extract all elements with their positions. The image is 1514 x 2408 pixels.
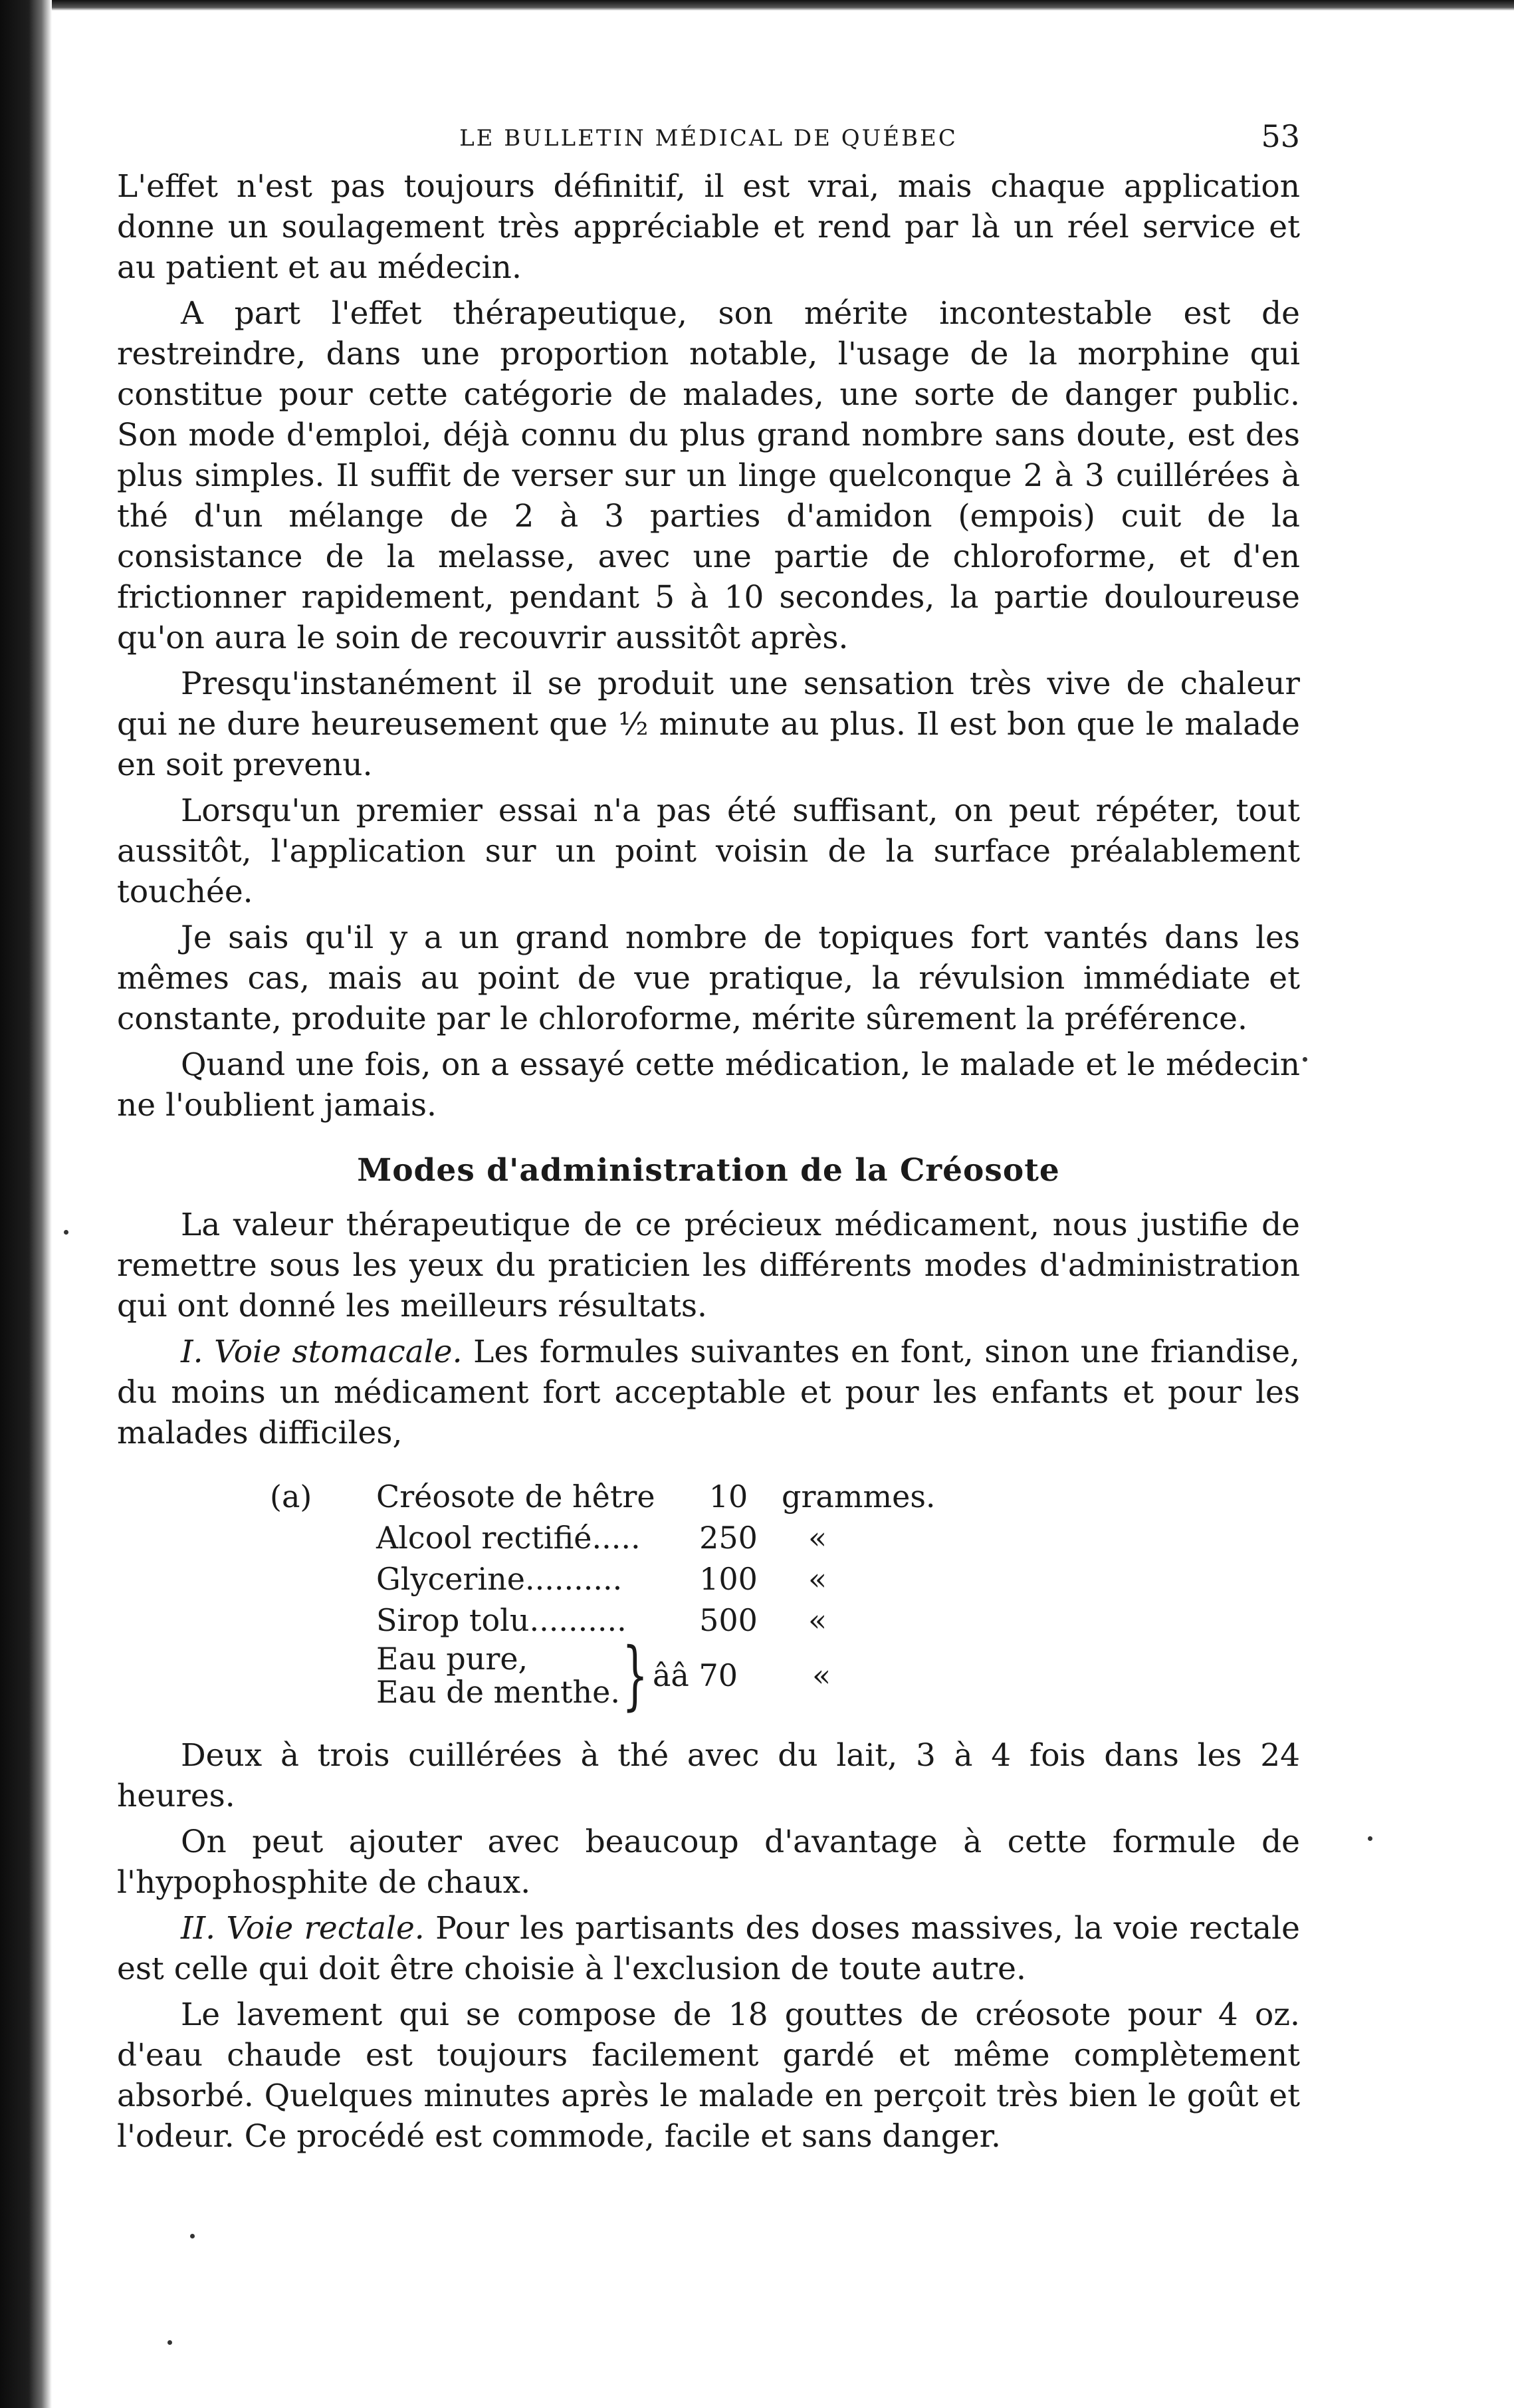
- ingredient-unit: «: [812, 1657, 831, 1693]
- ingredient-name: Glycerine..........: [376, 1561, 623, 1597]
- ingredient-quantity: 500: [699, 1602, 758, 1638]
- voie-stomacale-label: I. Voie stomacale.: [181, 1334, 463, 1370]
- brace-ingredients: [376, 1642, 622, 1709]
- scan-speck: [64, 1230, 68, 1235]
- formula-label: (a): [270, 1479, 312, 1514]
- running-title: LE BULLETIN MÉDICAL DE QUÉBEC: [459, 125, 958, 152]
- paragraph: On peut ajouter avec beaucoup d'avantage à cette formule de l'hypophosphite de chaux.: [117, 1824, 1300, 1901]
- ingredient-quantity: 10: [708, 1479, 748, 1514]
- page-number: 53: [1261, 118, 1300, 154]
- scan-speck: [1303, 1057, 1307, 1062]
- paragraph: A part l'effet thérapeutique, son mérite incontestable est de restreindre, dans une proportion notable, l'usage de la morphine qui constitue pour cette catégorie de malades, une sorte de danger public. Son mode d'emploi, déjà connu du plus grand nombre sans doute, est des plus simples. Il suffit de verser sur un linge quelconque 2 à 3 cuillérées à thé d'un mélange de 2 à 3 parties d'amidon (empois) cuit de la consistance de la melasse, avec une partie de chloroforme, et d'en frictionner rapidement, pendant 5 à 10 secondes, la partie douloureuse qu'on aura le soin de recouvrir aussitôt après.: [117, 295, 1300, 656]
- ingredient-name: Alcool rectifié.....: [376, 1520, 641, 1556]
- ingredient-quantity: 250: [699, 1520, 758, 1556]
- scan-speck: [1368, 1836, 1372, 1841]
- ingredient-unit: «: [808, 1520, 827, 1556]
- voie-rectale-label: II. Voie rectale.: [181, 1910, 425, 1947]
- voie-rectale-text: Pour les partisants des doses massives, la voie rectale est celle qui doit être choisie à l'exclusion de toute autre.: [117, 1910, 1300, 1987]
- page-header: [117, 113, 1300, 166]
- scan-speck: [167, 2340, 172, 2345]
- formula-row: [376, 1600, 1300, 1641]
- scan-speck: [190, 2234, 195, 2238]
- ingredient-quantity: ââ 70: [653, 1657, 738, 1693]
- paragraph: Presqu'instanément il se produit une sensation très vive de chaleur qui ne dure heureusement que ½ minute au plus. Il est bon que le malade en soit prevenu.: [117, 665, 1300, 783]
- paragraph: Je sais qu'il y a un grand nombre de topiques fort vantés dans les mêmes cas, mais au point de vue pratique, la révulsion immédiate et constante, produite par le chloroforme, mérite sûrement la préférence.: [117, 919, 1300, 1037]
- document-page: [117, 113, 1300, 2162]
- voie-rectale-paragraph: [117, 1908, 1300, 1989]
- formula-block: [270, 1476, 1300, 1719]
- ingredient-name: Eau pure,: [376, 1641, 528, 1677]
- ingredient-quantity: 100: [699, 1561, 758, 1597]
- formula-row: [376, 1476, 1300, 1517]
- ingredient-name: Sirop tolu..........: [376, 1602, 627, 1638]
- final-paragraph: Le lavement qui se compose de 18 gouttes de créosote pour 4 oz. d'eau chaude est toujours facilement gardé et même complètement absorbé. Quelques minutes après le malade en perçoit très bien le goût et l'odeur. Ce procédé est commode, facile et sans danger.: [117, 1996, 1300, 2155]
- ingredient-name: Créosote de hêtre: [376, 1479, 655, 1514]
- section-heading: Modes d'administration de la Créosote: [357, 1152, 1060, 1189]
- paragraph: Deux à trois cuillérées à thé avec du lait, 3 à 4 fois dans les 24 heures.: [117, 1737, 1300, 1814]
- intro-paragraph: La valeur thérapeutique de ce précieux médicament, nous justifie de remettre sous les yeux du praticien les différents modes d'administration qui ont donné les meilleurs résultats.: [117, 1207, 1300, 1324]
- paragraph: Quand une fois, on a essayé cette médication, le malade et le médecin ne l'oublient jamais.: [117, 1046, 1300, 1124]
- ingredient-unit: «: [808, 1561, 827, 1597]
- formula-row: [376, 1558, 1300, 1600]
- ingredient-name: Eau de menthe.: [376, 1674, 620, 1710]
- ingredient-unit: grammes.: [782, 1479, 936, 1514]
- voie-stomacale-text: Les formules suivantes en font, sinon une friandise, du moins un médicament fort acceptable et pour les enfants et pour les malades difficiles,: [117, 1334, 1301, 1451]
- scan-top-edge: [0, 0, 1514, 11]
- scan-binding-shadow: [0, 0, 52, 2408]
- curly-brace: }: [622, 1632, 649, 1719]
- formula-brace-row: [376, 1632, 1300, 1719]
- paragraph: L'effet n'est pas toujours définitif, il est vrai, mais chaque application donne un soulagement très appréciable et rend par là un réel service et au patient et au médecin.: [117, 168, 1300, 286]
- paragraph: Lorsqu'un premier essai n'a pas été suffisant, on peut répéter, tout aussitôt, l'application sur un point voisin de la surface préalablement touchée.: [117, 792, 1300, 910]
- voie-stomacale-paragraph: [117, 1332, 1300, 1453]
- ingredient-unit: «: [808, 1602, 827, 1638]
- formula-row: [376, 1517, 1300, 1558]
